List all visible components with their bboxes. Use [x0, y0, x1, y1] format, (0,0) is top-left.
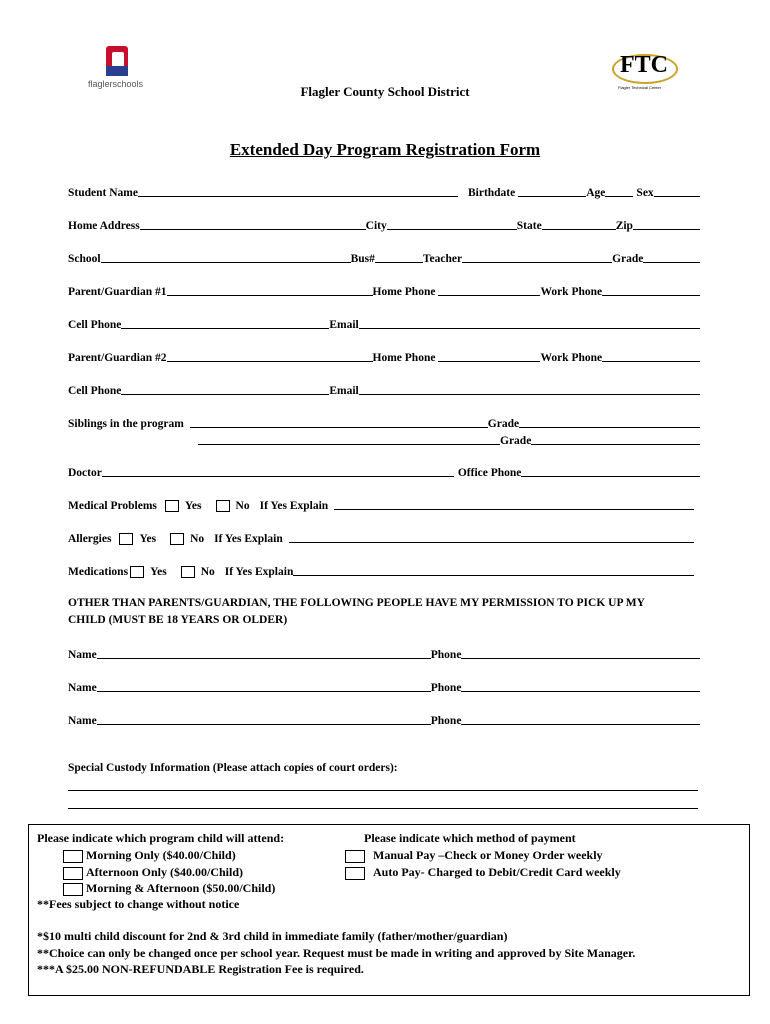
guardian1-work-phone-label: Work Phone: [540, 286, 603, 298]
pickup-phone-label-2: Phone: [430, 682, 462, 694]
fees-note: **Fees subject to change without notice: [37, 897, 240, 911]
guardian2-cell-row: [68, 381, 700, 397]
medical-no-checkbox[interactable]: [216, 500, 230, 512]
doctor-field[interactable]: [102, 465, 454, 477]
manual-pay-checkbox[interactable]: [345, 850, 365, 863]
guardian1-label: Parent/Guardian #1: [68, 286, 167, 298]
zip-field[interactable]: [633, 218, 700, 230]
guardian2-home-phone-label: Home Phone: [372, 352, 436, 364]
choice-note: **Choice can only be changed once per school year. Request must be made in writing and approved by Site Manager.: [37, 946, 636, 960]
allergies-no-label: No: [190, 533, 205, 545]
form-title: Extended Day Program Registration Form: [229, 140, 541, 159]
district-name: Flagler County School District: [300, 84, 470, 99]
allergies-yes-label: Yes: [139, 533, 157, 545]
birthdate-field[interactable]: [518, 185, 586, 197]
ftc-logo-tagline: Flagler Technical Center: [618, 85, 662, 90]
afternoon-label: Afternoon Only ($40.00/Child): [86, 865, 244, 879]
program-box: [28, 824, 750, 996]
both-label: Morning & Afternoon ($50.00/Child): [86, 881, 276, 895]
payment-heading: Please indicate which method of payment: [364, 831, 576, 845]
pickup-phone-field-3[interactable]: [461, 713, 700, 725]
guardian1-cell-label: Cell Phone: [68, 319, 122, 331]
medical-row: [68, 496, 694, 512]
home-address-field[interactable]: [140, 218, 366, 230]
pickup-phone-label-1: Phone: [430, 649, 462, 661]
allergies-explain-field[interactable]: [289, 531, 694, 543]
registration-fee-note: ***A $25.00 NON-REFUNDABLE Registration Fee is required.: [37, 962, 364, 976]
pickup-row-1: [68, 645, 700, 661]
sex-field[interactable]: [654, 185, 700, 197]
custody-label: Special Custody Information (Please attach copies of court orders):: [68, 762, 398, 774]
guardian1-row: [68, 282, 700, 298]
zip-label: Zip: [615, 220, 633, 232]
pickup-phone-field-1[interactable]: [461, 647, 700, 659]
city-field[interactable]: [387, 218, 517, 230]
medications-explain-label: If Yes Explain: [224, 566, 294, 578]
medical-explain-field[interactable]: [334, 498, 694, 510]
guardian2-field[interactable]: [167, 350, 373, 362]
medications-yes-checkbox[interactable]: [130, 566, 144, 578]
pickup-notice-2: CHILD (MUST BE 18 YEARS OR OLDER): [68, 614, 288, 626]
afternoon-checkbox[interactable]: [63, 867, 83, 880]
grade-label: Grade: [612, 253, 644, 265]
attend-heading: Please indicate which program child will attend:: [37, 831, 285, 845]
guardian1-email-field[interactable]: [359, 317, 700, 329]
bus-field[interactable]: [375, 251, 423, 263]
school-label: School: [68, 253, 101, 265]
home-address-label: Home Address: [68, 220, 140, 232]
siblings-label: Siblings in the program: [68, 418, 184, 430]
doctor-row: [68, 463, 700, 479]
teacher-label: Teacher: [422, 253, 463, 265]
ftc-logo-text: FTC: [620, 52, 668, 78]
allergies-row: [68, 529, 694, 545]
pickup-name-label-3: Name: [68, 715, 97, 727]
auto-pay-checkbox[interactable]: [345, 867, 365, 880]
medications-label: Medications: [68, 566, 129, 578]
pickup-name-field-2[interactable]: [97, 680, 431, 692]
state-field[interactable]: [542, 218, 616, 230]
city-label: City: [365, 220, 387, 232]
allergies-no-checkbox[interactable]: [170, 533, 184, 545]
pickup-name-field-1[interactable]: [97, 647, 431, 659]
guardian1-field[interactable]: [167, 284, 373, 296]
custody-line-1[interactable]: [68, 790, 698, 791]
morning-label: Morning Only ($40.00/Child): [86, 848, 236, 862]
guardian2-home-phone-field[interactable]: [438, 350, 540, 362]
siblings-row-1: [68, 414, 700, 430]
guardian2-work-phone-label: Work Phone: [540, 352, 603, 364]
custody-line-2[interactable]: [68, 808, 698, 809]
pickup-row-3: [68, 711, 700, 727]
student-name-label: Student Name: [68, 187, 138, 199]
student-name-field[interactable]: [138, 185, 458, 197]
medical-yes-checkbox[interactable]: [165, 500, 179, 512]
medical-yes-label: Yes: [184, 500, 202, 512]
pickup-name-field-3[interactable]: [97, 713, 431, 725]
sibling2-field[interactable]: [198, 433, 500, 445]
guardian2-cell-field[interactable]: [121, 383, 329, 395]
pickup-phone-field-2[interactable]: [461, 680, 700, 692]
medical-no-label: No: [235, 500, 250, 512]
school-row: [68, 249, 700, 265]
guardian1-home-phone-label: Home Phone: [372, 286, 436, 298]
pickup-name-label-1: Name: [68, 649, 97, 661]
sibling2-grade-label: Grade: [500, 435, 532, 447]
medical-explain-label: If Yes Explain: [259, 500, 329, 512]
sibling2-grade-field[interactable]: [531, 433, 700, 445]
pickup-notice-1: OTHER THAN PARENTS/GUARDIAN, THE FOLLOWING PEOPLE HAVE MY PERMISSION TO PICK UP MY: [68, 597, 645, 609]
sex-label: Sex: [636, 187, 654, 199]
guardian1-cell-row: [68, 315, 700, 331]
allergies-yes-checkbox[interactable]: [119, 533, 133, 545]
morning-checkbox[interactable]: [63, 850, 83, 863]
medical-problems-label: Medical Problems: [68, 500, 157, 512]
grade-field[interactable]: [643, 251, 700, 263]
siblings-row-2: [198, 431, 700, 447]
left-logo-text: flaglerschools: [88, 79, 144, 89]
allergies-label: Allergies: [68, 533, 112, 545]
student-row: [68, 183, 700, 199]
office-phone-label: Office Phone: [457, 467, 522, 479]
guardian2-email-label: Email: [329, 385, 359, 397]
pickup-phone-label-3: Phone: [430, 715, 462, 727]
medications-explain-field[interactable]: [293, 564, 694, 576]
auto-pay-label: Auto Pay- Charged to Debit/Credit Card weekly: [373, 865, 621, 879]
pickup-name-label-2: Name: [68, 682, 97, 694]
guardian2-row: [68, 348, 700, 364]
manual-pay-label: Manual Pay –Check or Money Order weekly: [373, 848, 603, 862]
guardian1-cell-field[interactable]: [121, 317, 329, 329]
guardian2-work-phone-field[interactable]: [602, 350, 700, 362]
teacher-field[interactable]: [462, 251, 612, 263]
medications-no-label: No: [200, 566, 215, 578]
discount-note: *$10 multi child discount for 2nd & 3rd child in immediate family (father/mother/guardian): [37, 929, 508, 943]
guardian2-email-field[interactable]: [359, 383, 700, 395]
state-label: State: [516, 220, 542, 232]
both-checkbox[interactable]: [63, 883, 83, 896]
medications-no-checkbox[interactable]: [181, 566, 195, 578]
office-phone-field[interactable]: [521, 465, 700, 477]
school-field[interactable]: [101, 251, 351, 263]
sibling1-field[interactable]: [190, 416, 488, 428]
bus-label: Bus#: [350, 253, 375, 265]
medications-yes-label: Yes: [150, 566, 167, 578]
pickup-row-2: [68, 678, 700, 694]
allergies-explain-label: If Yes Explain: [214, 533, 283, 545]
medications-row: [68, 562, 694, 578]
age-field[interactable]: [605, 185, 633, 197]
sibling1-grade-label: Grade: [487, 418, 520, 430]
guardian1-work-phone-field[interactable]: [602, 284, 700, 296]
address-row: [68, 216, 700, 232]
age-label: Age: [586, 187, 606, 199]
birthdate-label: Birthdate: [467, 187, 516, 199]
doctor-label: Doctor: [68, 467, 102, 479]
guardian1-email-label: Email: [329, 319, 359, 331]
guardian2-label: Parent/Guardian #2: [68, 352, 167, 364]
guardian1-home-phone-field[interactable]: [438, 284, 540, 296]
sibling1-grade-field[interactable]: [519, 416, 700, 428]
guardian2-cell-label: Cell Phone: [68, 385, 122, 397]
